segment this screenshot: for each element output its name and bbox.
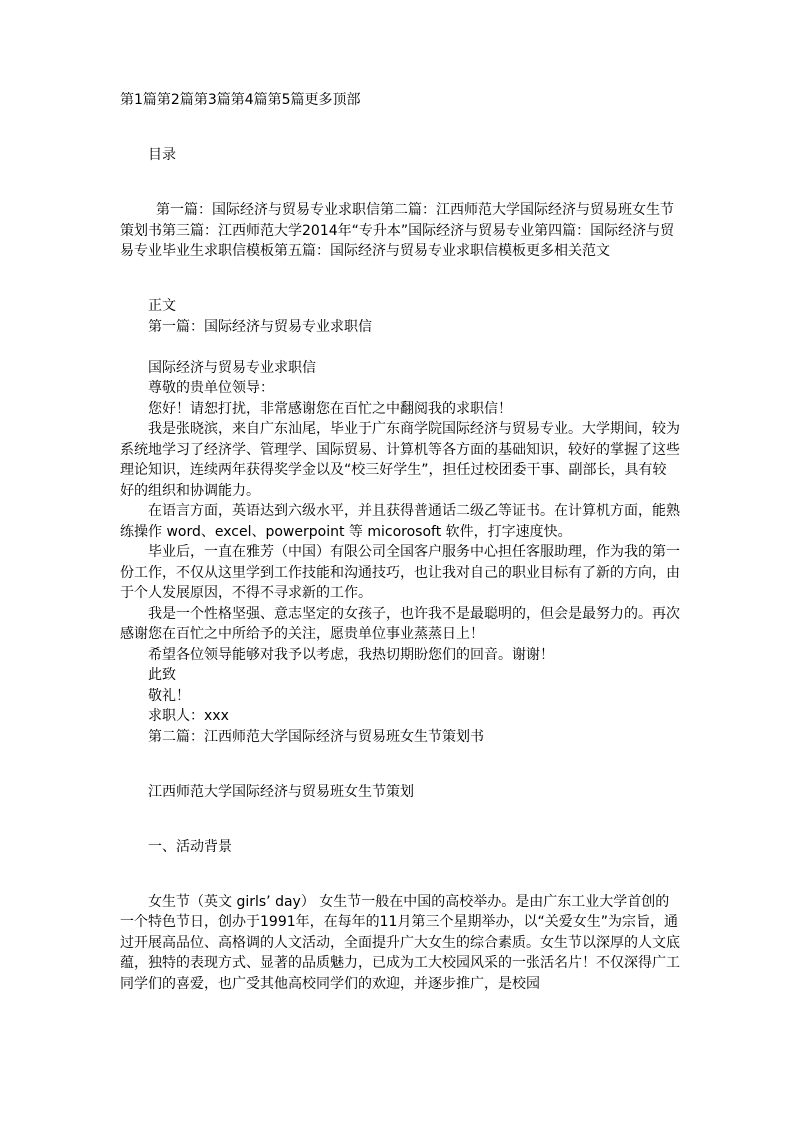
letter-paragraph: 我是张晓滨，来自广东汕尾，毕业于广东商学院国际经济与贸易专业。大学期间，较为系统地学习了经济学、管理学、国际贸易、计算机等各方面的基础知识，较好的掌握了这些理论知识，连续两年获得奖学金以及“校三好学生”，担任过校团委干事、副部长，具有较好的组织和协调能力。 [120,421,680,499]
spacer [120,857,680,878]
plan-paragraph: 女生节（英文 girls’ day） 女生节一般在中国的高校举办。是由广东工业大学首创的一个特色节日，创办于1991年，在每年的11月第三个星期举办，以“关爱女生”为宗旨，通过开展高品位、高格调的人文活动，全面提升广大女生的综合素质。女生节以深厚的人文底蕴，独特的表现方式、显著的品质魅力，已成为工大校园风采的一张活名片！不仅深得广工同学们的喜爱，也广受其他高校同学们的欢迎，并逐步推广，是校园 [120,893,680,992]
spacer [120,262,680,283]
chapter-2-title: 第二篇：江西师范大学国际经济与贸易班女生节策划书 [148,728,484,745]
document-page [120,90,680,994]
section-heading: 一、活动背景 [148,838,232,855]
chapter-nav-links[interactable]: 第1篇第2篇第3篇第4篇第5篇更多顶部 [120,92,361,108]
chapter-1-title: 第一篇：国际经济与贸易专业求职信 [148,318,372,335]
spacer [120,282,680,296]
letter-signature: 求职人：xxx [148,708,229,724]
spacer [120,337,680,358]
spacer [120,166,680,187]
spacer [120,747,680,768]
toc-entries: 第一篇：国际经济与贸易专业求职信第二篇：江西师范大学国际经济与贸易班女生节策划书第三篇：江西师范大学2014年“专升本”国际经济与贸易专业第四篇：国际经济与贸易专业毕业生求职信模板第五篇：国际经济与贸易专业求职信模板更多相关范文 [120,202,675,259]
toc-title: 目录 [148,147,176,163]
spacer [120,186,680,200]
plan-title: 江西师范大学国际经济与贸易班女生节策划 [148,783,414,800]
letter-paragraph: 希望各位领导能够对我予以考虑，我热切期盼您们的回音。谢谢！ [148,646,554,663]
spacer [120,802,680,823]
letter-closing: 此致 [148,667,176,683]
letter-paragraph: 在语言方面，英语达到六级水平，并且获得普通话二级乙等证书。在计算机方面，能熟练操作 word、excel、powerpoint 等 micorosoft 软件，打字速度快。 [120,503,680,540]
letter-greeting: 您好！请恕打扰，非常感谢您在百忙之中翻阅我的求职信！ [148,400,512,417]
spacer [120,768,680,782]
body-label: 正文 [148,298,176,314]
letter-paragraph: 毕业后，一直在雅芳（中国）有限公司全国客户服务中心担任客服助理，作为我的第一份工作，不仅从这里学到工作技能和沟通技巧，也让我对自己的职业目标有了新的方向，由于个人发展原因，不得不寻求新的工作。 [120,544,680,601]
letter-salutation: 尊敬的贵单位领导： [148,380,274,396]
spacer [120,111,680,132]
spacer [120,131,680,145]
chapter-nav [120,90,680,111]
letter-closing: 敬礼！ [148,687,190,704]
letter-title: 国际经济与贸易专业求职信 [148,359,316,376]
spacer [120,823,680,837]
spacer [120,878,680,892]
letter-paragraph: 我是一个性格坚强、意志坚定的女孩子，也许我不是最聪明的，但会是最努力的。再次感谢您在百忙之中所给予的关注，愿贵单位事业蒸蒸日上！ [120,605,680,642]
